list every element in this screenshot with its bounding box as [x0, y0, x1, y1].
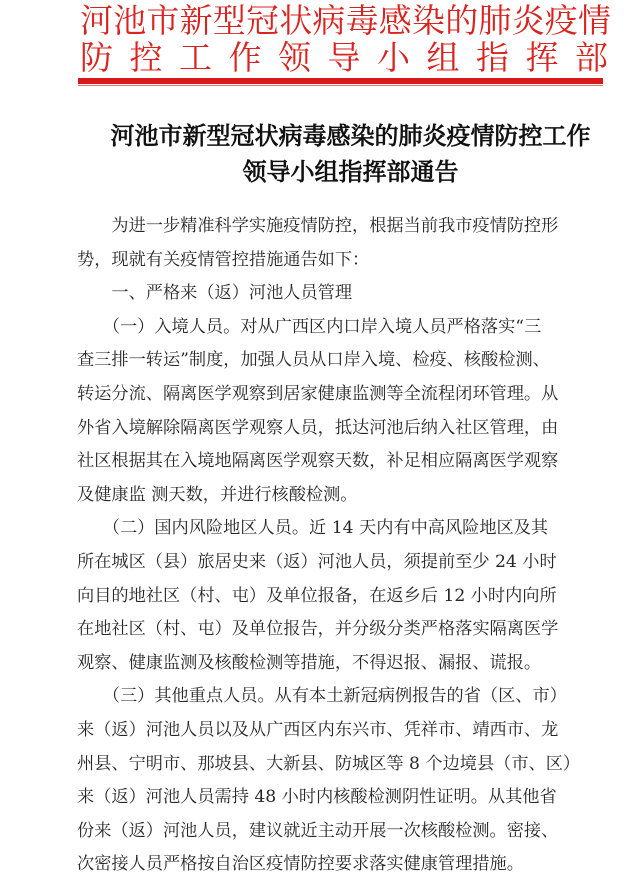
section-heading-1 [77, 277, 602, 311]
item-line: 查三排一转运”制度，加强人员从口岸入境、检疫、核酸检测、 [77, 350, 550, 371]
item-line: （三）其他重点人员。从有本土新冠病例报告的省（区、市） [102, 686, 567, 707]
section-heading-text: 一、严格来（返）河池人员管理 [111, 283, 353, 304]
item-line: 在地社区（村、屯）及单位报告，并分级分类严格落实隔离医学 [77, 619, 559, 640]
item-line: （一）入境人员。对从广西区内口岸入境人员严格落实“三 [102, 316, 542, 337]
notice-title [60, 118, 641, 190]
item-line: 州县、宁明市、那坡县、大新县、防城区等 8 个边境县（市、区） [77, 753, 581, 774]
item-line: 及健康监 测天数，并进行核酸检测。 [77, 484, 358, 505]
intro-line: 势，现就有关疫情管控措施通告如下： [77, 249, 370, 270]
item-line: 次密接人员严格按自治区疫情防控要求落实健康管理措施。 [77, 854, 524, 875]
item-line: 所在城区（县）旅居史来（返）河池人员，须提前至少 24 小时 [77, 551, 557, 572]
notice-title-line-1: 河池市新型冠状病毒感染的肺炎疫情防控工作 [110, 121, 591, 150]
item-line: 份来（返）河池人员，建议就近主动开展一次核酸检测。密接、 [77, 820, 559, 841]
item-line: 社区根据其在入境地隔离医学观察天数，补足相应隔离医学观察 [77, 451, 559, 472]
notice-body [77, 210, 602, 882]
item-3-paragraph [77, 680, 602, 882]
item-line: 向目的地社区（村、屯）及单位报备，在返乡后 12 小时内向所 [77, 585, 557, 606]
item-line: 观察、健康监测及核酸检测等措施，不得迟报、漏报、谎报。 [77, 652, 542, 673]
letterhead-red-rule-thin [78, 85, 603, 86]
item-line: 来（返）河池人员以及从广西区内东兴市、凭祥市、靖西市、龙 [77, 719, 559, 740]
letterhead-line-2: 防控工作领导小组指挥部 [80, 38, 625, 77]
item-line: 来（返）河池人员需持 48 小时内核酸检测阴性证明。从其他省 [77, 787, 557, 808]
item-1-paragraph [77, 311, 602, 513]
item-line: （二）国内风险地区人员。近 14 天内有中高风险地区及其 [102, 518, 549, 539]
intro-paragraph [77, 210, 602, 277]
letterhead-red-rule [78, 78, 603, 84]
letterhead-line-1: 河池市新型冠状病毒感染的肺炎疫情 [80, 1, 612, 40]
letterhead [80, 1, 625, 77]
item-line: 外省入境解除隔离医学观察人员，抵达河池后纳入社区管理，由 [77, 417, 559, 438]
item-2-paragraph [77, 512, 602, 680]
notice-title-line-2: 领导小组指挥部通告 [242, 157, 459, 186]
intro-line: 为进一步精准科学实施疫情防控，根据当前我市疫情防控形 [111, 216, 559, 236]
item-line: 转运分流、隔离医学观察到居家健康监测等全流程闭环管理。从 [77, 383, 559, 404]
